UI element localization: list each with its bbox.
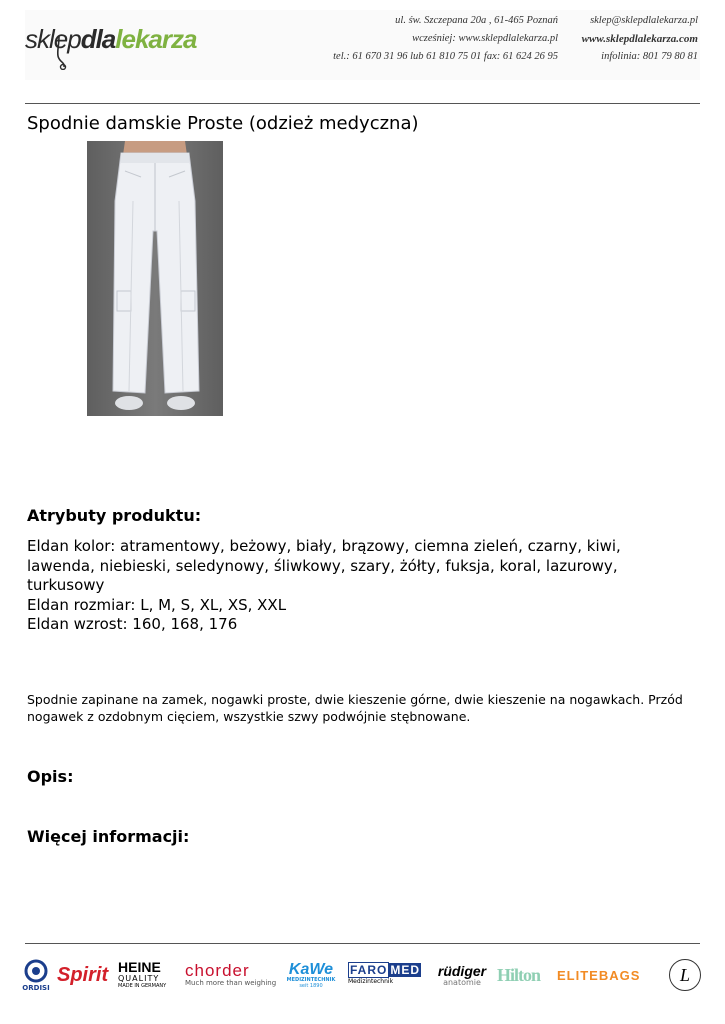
- header-infoline: infolinia: 801 79 80 81: [601, 51, 698, 62]
- shop-logo[interactable]: sklepdlalekarza: [25, 24, 197, 54]
- footer-divider: [25, 943, 700, 944]
- heine-logo[interactable]: HEINE QUALITY MADE IN GERMANY: [118, 959, 167, 989]
- littmann-logo[interactable]: L: [667, 953, 703, 997]
- stethoscope-icon: [55, 36, 69, 70]
- white-trousers-photo: [87, 141, 223, 416]
- attribute-size: Eldan rozmiar: L, M, S, XL, XS, XXL: [27, 595, 287, 614]
- kawe-logo[interactable]: KaWe MEDIZINTECHNIK seit 1890: [286, 960, 336, 989]
- brand-logos: [22, 953, 702, 997]
- header-email[interactable]: sklep@sklepdlalekarza.pl: [590, 15, 698, 26]
- ordisi-icon: [24, 958, 48, 984]
- attribute-height: Eldan wzrost: 160, 168, 176: [27, 615, 238, 633]
- header-divider: [25, 103, 700, 104]
- attributes-heading: Atrybuty produktu:: [27, 506, 202, 525]
- hilton-logo[interactable]: Hilton: [497, 964, 541, 985]
- attribute-color: Eldan kolor: atramentowy, beżowy, biały, brązowy, ciemna zieleń, czarny, kiwi, lawenda, niebieski, seledynowy, śliwkowy, szary, żółty, fuksja, koral, lazurowy, turkusowy: [27, 537, 621, 594]
- attributes-list: [27, 537, 687, 635]
- header-previous-site: wcześniej: www.sklepdlalekarza.pl: [412, 33, 558, 44]
- description-heading: Opis:: [27, 767, 74, 786]
- header-phones: tel.: 61 670 31 96 lub 61 810 75 01 fax: 61 624 26 95: [333, 51, 558, 62]
- spirit-logo[interactable]: Spirit: [57, 963, 109, 986]
- product-title: Spodnie damskie Proste (odzież medyczna): [27, 113, 419, 134]
- rudiger-logo[interactable]: rüdiger anatomie: [437, 962, 487, 987]
- more-info-heading: Więcej informacji:: [27, 827, 190, 846]
- elitebags-logo[interactable]: ELITEBAGS: [557, 967, 641, 983]
- header-address: ul. św. Szczepana 20a , 61-465 Poznań: [395, 15, 558, 26]
- page-header: [25, 10, 700, 80]
- faromed-logo[interactable]: FARO MED Medizintechnik: [348, 963, 421, 985]
- ordisi-logo[interactable]: ORDISI: [22, 953, 50, 997]
- header-website[interactable]: www.sklepdlalekarza.com: [581, 33, 698, 45]
- product-description: Spodnie zapinane na zamek, nogawki proste, dwie kieszenie górne, dwie kieszenie na nogawkach. Przód nogawek z ozdobnym cięciem, wszystkie szwy podwójnie stębnowane.: [27, 692, 683, 724]
- chorder-logo[interactable]: chorder Much more than weighing: [185, 960, 277, 987]
- product-image: [87, 141, 223, 416]
